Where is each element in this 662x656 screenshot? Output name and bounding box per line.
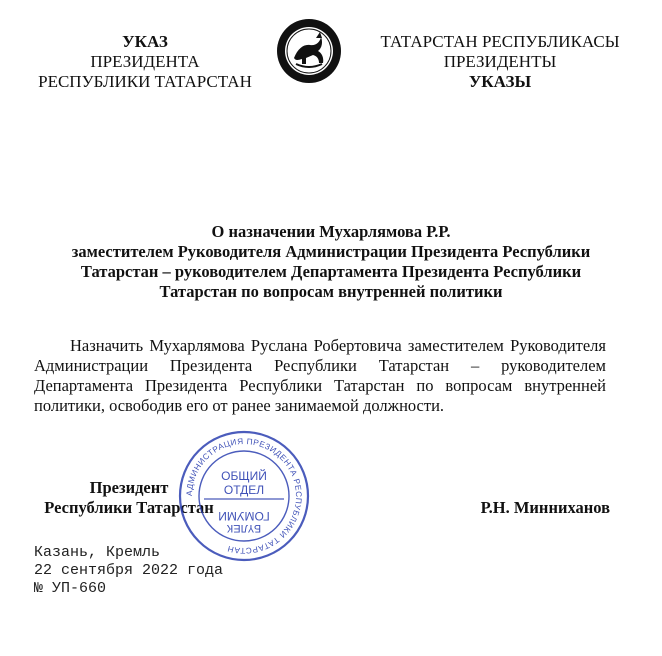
decree-body: Назначить Мухарлямова Руслана Робертовича заместителем Руководителя Администрации Президента Республики Татарстан – руководителем Департамента Президента Республики Татарстан по вопросам внутренней политики, освободив его от ранее занимаемой должности. [34,336,606,415]
title-line-4: Татарстан по вопросам внутренней политики [159,282,503,301]
stamp-line-2: ОТДЕЛ [223,483,265,497]
stamp-line-4: БҮЛЕК [226,522,262,534]
footer-date: 22 сентября 2022 года [34,562,224,579]
stamp-line-3: ГОМУМИ [218,509,270,523]
header-left-line-1: УКАЗ [122,32,168,51]
signature-position-line-2: Республики Татарстан [44,498,214,517]
stamp-line-1: ОБЩИЙ [221,469,267,483]
header-left-line-2: ПРЕЗИДЕНТА [90,52,200,71]
header-right-line-3: УКАЗЫ [468,72,532,91]
header-left [20,32,270,92]
header-right [360,32,640,92]
signature-position-line-1: Президент [89,478,169,497]
stamp-ring-text: АДМИНИСТРАЦИЯ ПРЕЗИДЕНТА РЕСПУБЛИКИ ТАТАРСТАН [184,436,304,556]
official-stamp [176,428,312,564]
footer-place: Казань, Кремль [34,544,161,561]
title-line-3: Татарстан – руководителем Департамента Президента Республики [80,262,582,281]
title-line-1: О назначении Мухарлямова Р.Р. [211,222,451,241]
title-line-2: заместителем Руководителя Администрации Президента Республики [71,242,591,261]
header-right-line-1: ТАТАРСТАН РЕСПУБЛИКАСЫ [380,32,620,51]
footer-number: № УП-660 [34,580,107,597]
header-left-line-3: РЕСПУБЛИКИ ТАТАРСТАН [38,72,252,91]
signature-name: Р.Н. Минниханов [480,498,610,517]
decree-title [20,222,642,302]
header-right-line-2: ПРЕЗИДЕНТЫ [443,52,557,71]
coat-of-arms-emblem-icon [276,18,342,84]
